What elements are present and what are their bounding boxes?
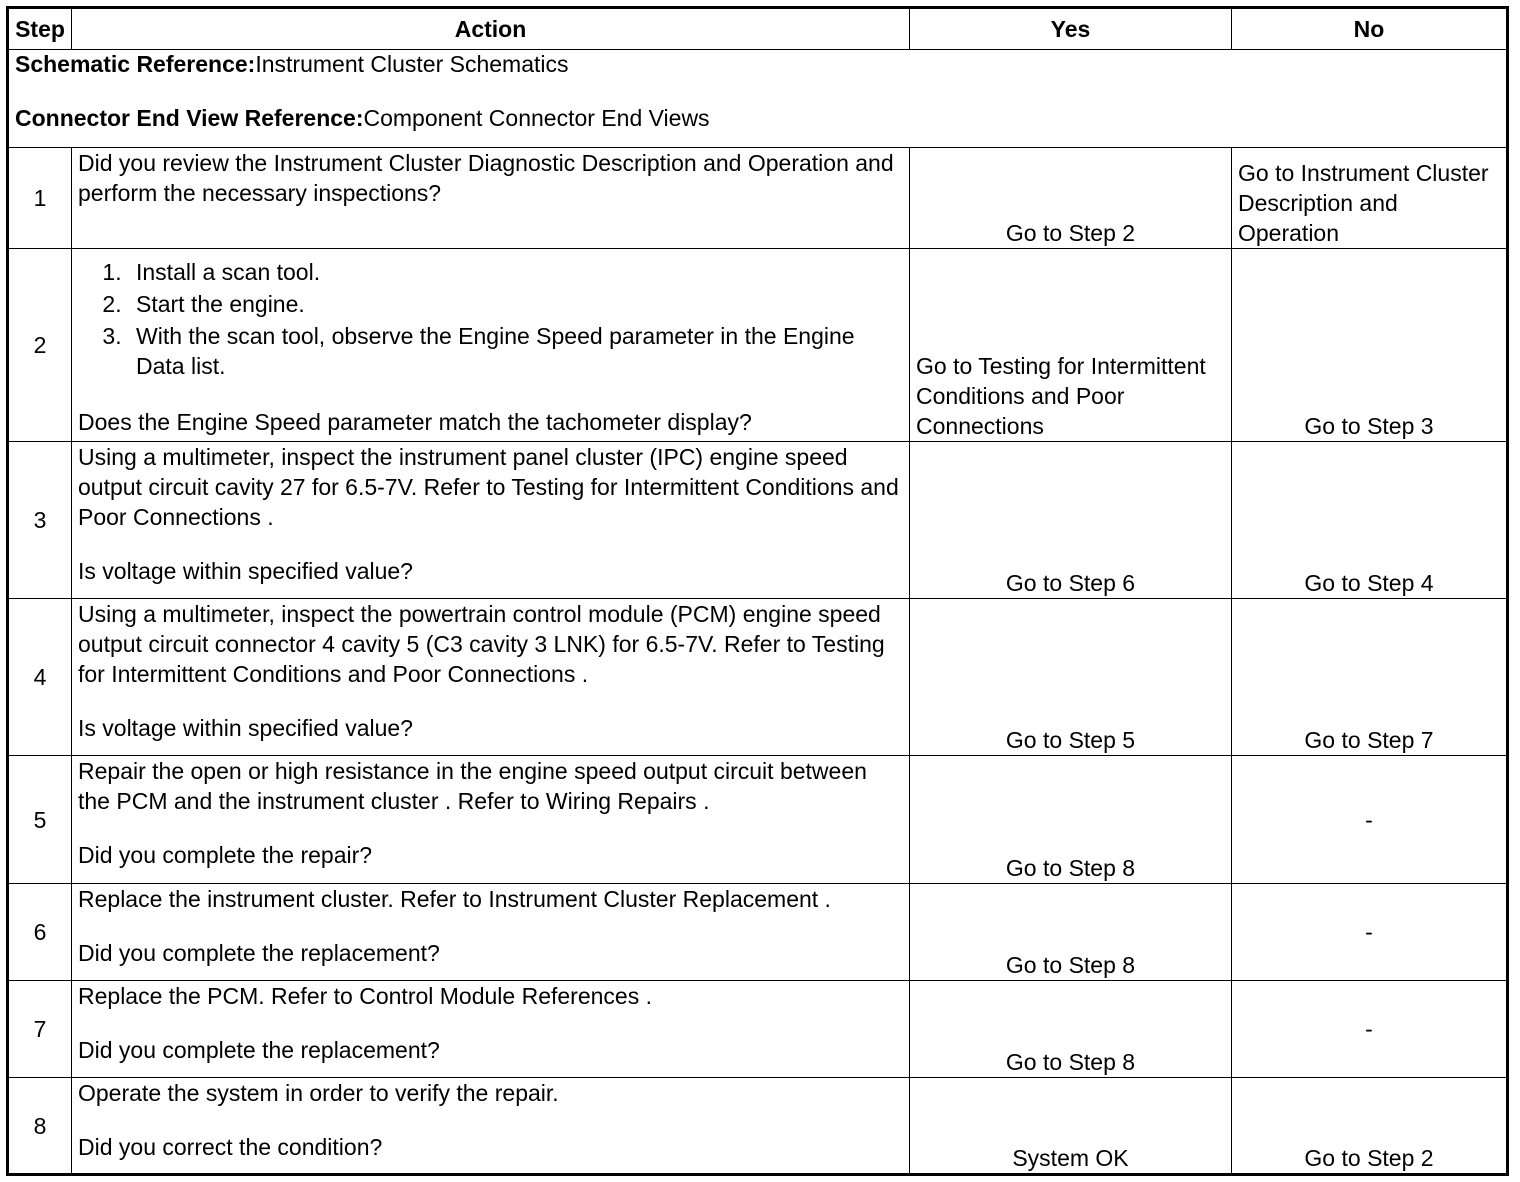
table-row-step-6 bbox=[8, 884, 1508, 981]
step-number: 1 bbox=[8, 148, 72, 249]
table-row-step-3 bbox=[8, 442, 1508, 599]
header-step: Step bbox=[8, 8, 72, 50]
no-outcome: - bbox=[1232, 756, 1508, 884]
step-number: 5 bbox=[8, 756, 72, 884]
header-row bbox=[8, 8, 1508, 50]
action-text: Replace the PCM. Refer to Control Module References . bbox=[78, 983, 652, 1009]
schematic-reference-label: Schematic Reference: bbox=[15, 51, 256, 77]
action-cell bbox=[72, 1078, 910, 1175]
list-item: 3. With the scan tool, observe the Engine Speed parameter in the Engine Data list. bbox=[128, 321, 903, 381]
yes-outcome[interactable]: Go to Step 2 bbox=[910, 148, 1232, 249]
connector-reference bbox=[15, 104, 1500, 132]
question-text: Is voltage within specified value? bbox=[78, 715, 413, 741]
yes-outcome[interactable]: Go to Step 8 bbox=[910, 884, 1232, 981]
list-item: 2. Start the engine. bbox=[128, 289, 903, 319]
table-row-step-8 bbox=[8, 1078, 1508, 1175]
header-no: No bbox=[1232, 8, 1508, 50]
table-row-step-7 bbox=[8, 981, 1508, 1078]
table-row-step-4 bbox=[8, 599, 1508, 756]
step-number: 2 bbox=[8, 249, 72, 442]
action-text: Did you review the Instrument Cluster Diagnostic Description and Operation and perform the necessary inspections? bbox=[72, 148, 910, 249]
yes-outcome[interactable]: Go to Step 5 bbox=[910, 599, 1232, 756]
question-text: Did you complete the replacement? bbox=[78, 1037, 440, 1063]
action-text: Using a multimeter, inspect the instrument panel cluster (IPC) engine speed output circuit cavity 27 for 6.5-7V. Refer to Testing for Intermittent Conditions and Poor Connections . bbox=[78, 444, 899, 530]
no-outcome: - bbox=[1232, 884, 1508, 981]
table-row-step-5 bbox=[8, 756, 1508, 884]
step-number: 4 bbox=[8, 599, 72, 756]
diagnostic-table bbox=[6, 6, 1509, 1176]
yes-outcome[interactable]: Go to Step 6 bbox=[910, 442, 1232, 599]
no-outcome[interactable]: Go to Step 4 bbox=[1232, 442, 1508, 599]
action-cell bbox=[72, 981, 910, 1078]
yes-outcome[interactable]: System OK bbox=[910, 1078, 1232, 1175]
no-outcome[interactable]: Go to Instrument Cluster Description and Operation bbox=[1232, 148, 1508, 249]
action-cell bbox=[72, 599, 910, 756]
schematic-reference-link[interactable]: Instrument Cluster Schematics bbox=[255, 51, 569, 77]
no-outcome: - bbox=[1232, 981, 1508, 1078]
question-text: Did you complete the replacement? bbox=[78, 940, 440, 966]
question-text: Did you complete the repair? bbox=[78, 842, 373, 868]
question-text: Did you correct the condition? bbox=[78, 1134, 383, 1160]
step-number: 3 bbox=[8, 442, 72, 599]
connector-reference-label: Connector End View Reference: bbox=[15, 105, 364, 131]
reference-cell bbox=[8, 50, 1508, 148]
action-text: Replace the instrument cluster. Refer to Instrument Cluster Replacement . bbox=[78, 886, 831, 912]
instruction-list bbox=[78, 257, 903, 381]
reference-row bbox=[8, 50, 1508, 148]
question-text: Is voltage within specified value? bbox=[78, 558, 413, 584]
action-cell bbox=[72, 442, 910, 599]
action-text: Operate the system in order to verify the repair. bbox=[78, 1080, 559, 1106]
step-number: 6 bbox=[8, 884, 72, 981]
yes-outcome[interactable]: Go to Step 8 bbox=[910, 756, 1232, 884]
action-cell bbox=[72, 884, 910, 981]
action-text: Using a multimeter, inspect the powertrain control module (PCM) engine speed output circuit connector 4 cavity 5 (C3 cavity 3 LNK) for 6.5-7V. Refer to Testing for Intermittent Conditions and Poor Connections . bbox=[78, 601, 885, 687]
step-number: 7 bbox=[8, 981, 72, 1078]
yes-outcome[interactable]: Go to Step 8 bbox=[910, 981, 1232, 1078]
action-cell bbox=[72, 249, 910, 442]
no-outcome[interactable]: Go to Step 2 bbox=[1232, 1078, 1508, 1175]
table-row-step-2 bbox=[8, 249, 1508, 442]
action-text: Repair the open or high resistance in the engine speed output circuit between the PCM and the instrument cluster . Refer to Wiring Repairs . bbox=[78, 758, 867, 814]
no-outcome[interactable]: Go to Step 3 bbox=[1232, 249, 1508, 442]
connector-reference-link[interactable]: Component Connector End Views bbox=[363, 105, 710, 131]
list-item: 1. Install a scan tool. bbox=[128, 257, 903, 287]
header-action: Action bbox=[72, 8, 910, 50]
action-cell bbox=[72, 756, 910, 884]
yes-outcome[interactable]: Go to Testing for Intermittent Conditions and Poor Connections bbox=[910, 249, 1232, 442]
question-text: Does the Engine Speed parameter match the tachometer display? bbox=[78, 409, 752, 435]
step-number: 8 bbox=[8, 1078, 72, 1175]
no-outcome[interactable]: Go to Step 7 bbox=[1232, 599, 1508, 756]
schematic-reference bbox=[15, 50, 1500, 78]
header-yes: Yes bbox=[910, 8, 1232, 50]
table-row-step-1 bbox=[8, 148, 1508, 249]
